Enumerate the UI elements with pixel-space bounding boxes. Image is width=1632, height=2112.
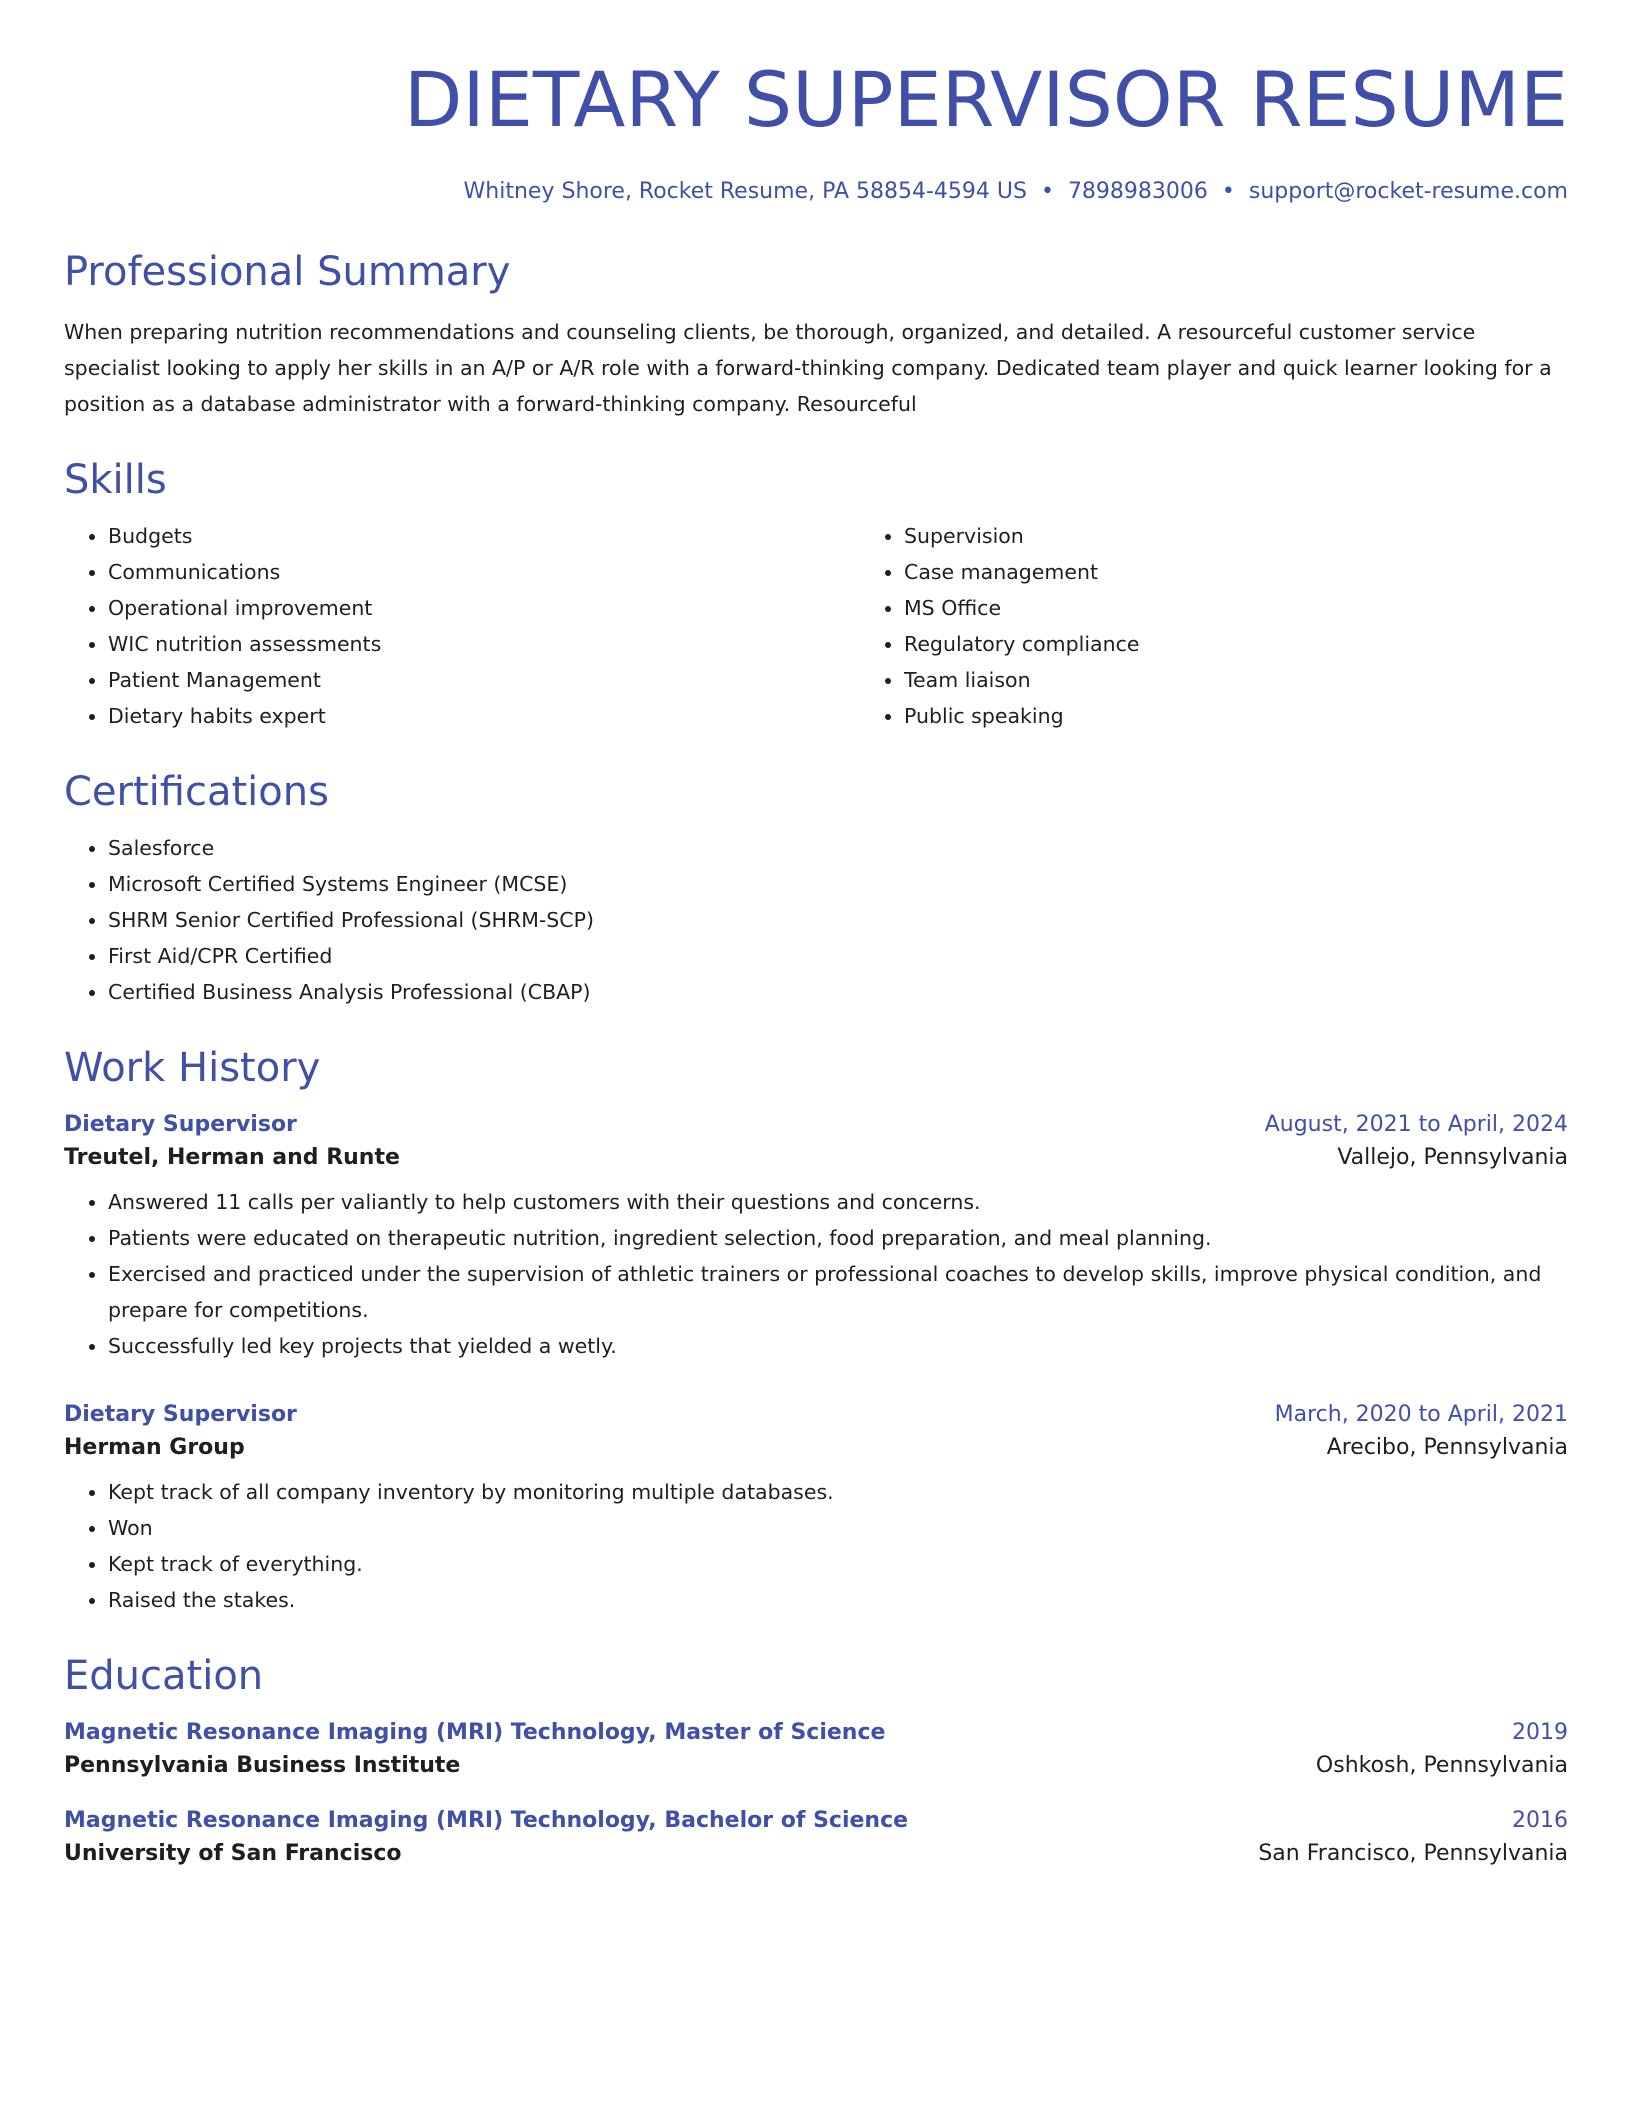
work-history-heading: Work History xyxy=(64,1045,321,1091)
job-duties-list xyxy=(64,1184,1568,1364)
job-entry xyxy=(64,1112,1568,1364)
list-item: • Budgets xyxy=(108,518,860,554)
list-item: • Supervision xyxy=(904,518,1632,554)
job-location: Vallejo, Pennsylvania xyxy=(1337,1145,1568,1170)
job-title: Dietary Supervisor xyxy=(64,1402,297,1427)
list-item: • WIC nutrition assessments xyxy=(108,626,860,662)
list-item: • Microsoft Certified Systems Engineer (MCSE) xyxy=(108,866,1568,902)
list-item: • Successfully led key projects that yielded a wetly. xyxy=(108,1328,1568,1364)
contact-address: Whitney Shore, Rocket Resume, PA 58854-4594 US xyxy=(463,179,1027,204)
list-item: • SHRM Senior Certified Professional (SHRM-SCP) xyxy=(108,902,1568,938)
employer-name: Herman Group xyxy=(64,1435,245,1460)
list-item: • Answered 11 calls per valiantly to help customers with their questions and concerns. xyxy=(108,1184,1568,1220)
degree-title: Magnetic Resonance Imaging (MRI) Technology, Master of Science xyxy=(64,1720,886,1745)
education-entry xyxy=(64,1808,1568,1866)
list-item: • Communications xyxy=(108,554,860,590)
list-item: • First Aid/CPR Certified xyxy=(108,938,1568,974)
certifications-list xyxy=(64,830,1568,1010)
list-item: • Team liaison xyxy=(904,662,1632,698)
summary-section xyxy=(64,249,1568,422)
skills-heading: Skills xyxy=(64,457,167,503)
summary-text: When preparing nutrition recommendations and counseling clients, be thorough, organized, and detailed. A resourceful customer service specialist looking to apply her skills in an A/P or A/R role with a forward-thinking company. Dedicated team player and quick learner looking for a position as a database administrator with a forward-thinking company. Resourceful xyxy=(64,320,1552,416)
resume-title: DIETARY SUPERVISOR RESUME xyxy=(403,55,1568,144)
skills-left-list xyxy=(64,518,860,734)
list-item: • Patient Management xyxy=(108,662,860,698)
list-item: • Operational improvement xyxy=(108,590,860,626)
education-section xyxy=(64,1653,1568,1866)
skills-grid xyxy=(64,518,1568,734)
list-item: • Certified Business Analysis Professional (CBAP) xyxy=(108,974,1568,1010)
job-entry xyxy=(64,1402,1568,1618)
separator-dot: • xyxy=(1040,179,1054,204)
school-name: University of San Francisco xyxy=(64,1841,402,1866)
skills-right-list xyxy=(860,518,1632,734)
separator-dot: • xyxy=(1221,179,1235,204)
graduation-year: 2016 xyxy=(1512,1808,1568,1833)
employer-name: Treutel, Herman and Runte xyxy=(64,1145,400,1170)
certifications-heading: Certifications xyxy=(64,769,329,815)
contact-phone: 7898983006 xyxy=(1067,179,1208,204)
list-item: • Patients were educated on therapeutic nutrition, ingredient selection, food preparation, and meal planning. xyxy=(108,1220,1568,1256)
certifications-section xyxy=(64,769,1568,1010)
graduation-year: 2019 xyxy=(1512,1720,1568,1745)
contact-line xyxy=(64,179,1568,204)
job-dates: August, 2021 to April, 2024 xyxy=(1264,1112,1568,1137)
job-title: Dietary Supervisor xyxy=(64,1112,297,1137)
school-location: Oshkosh, Pennsylvania xyxy=(1315,1753,1568,1778)
school-name: Pennsylvania Business Institute xyxy=(64,1753,461,1778)
school-location: San Francisco, Pennsylvania xyxy=(1258,1841,1568,1866)
degree-title: Magnetic Resonance Imaging (MRI) Technology, Bachelor of Science xyxy=(64,1808,909,1833)
list-item: • MS Office xyxy=(904,590,1632,626)
job-location: Arecibo, Pennsylvania xyxy=(1326,1435,1568,1460)
list-item: • Regulatory compliance xyxy=(904,626,1632,662)
education-entry xyxy=(64,1720,1568,1778)
list-item: • Dietary habits expert xyxy=(108,698,860,734)
contact-email[interactable]: support@rocket-resume.com xyxy=(1248,179,1568,204)
job-duties-list xyxy=(64,1474,1568,1618)
list-item: • Case management xyxy=(904,554,1632,590)
list-item: • Raised the stakes. xyxy=(108,1582,1568,1618)
list-item: • Kept track of all company inventory by monitoring multiple databases. xyxy=(108,1474,1568,1510)
job-dates: March, 2020 to April, 2021 xyxy=(1274,1402,1568,1427)
list-item: • Won xyxy=(108,1510,1568,1546)
work-history-section xyxy=(64,1045,1568,1618)
skills-section xyxy=(64,457,1568,734)
list-item: • Public speaking xyxy=(904,698,1632,734)
list-item: • Salesforce xyxy=(108,830,1568,866)
list-item: • Kept track of everything. xyxy=(108,1546,1568,1582)
list-item: • Exercised and practiced under the supervision of athletic trainers or professional coaches to develop skills, improve physical condition, and prepare for competitions. xyxy=(108,1256,1568,1328)
education-heading: Education xyxy=(64,1653,264,1699)
summary-heading: Professional Summary xyxy=(64,249,511,295)
